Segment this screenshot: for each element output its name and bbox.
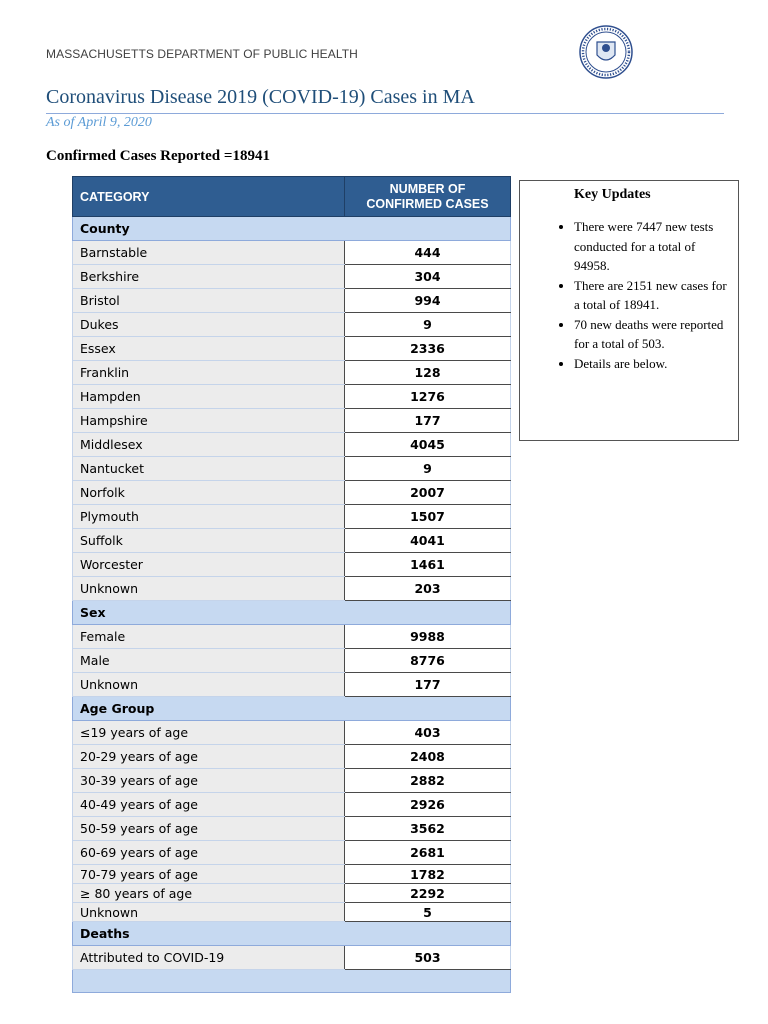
table-footer-cell [73,970,511,993]
count-cell: 9 [345,457,511,481]
table-row [73,865,511,884]
table-row [73,769,511,793]
dph-seal-icon [579,25,633,79]
count-cell: 403 [345,721,511,745]
category-cell: Berkshire [73,265,345,289]
count-cell: 2681 [345,841,511,865]
category-cell: Attributed to COVID-19 [73,946,345,970]
table-header-row [73,177,511,217]
table-row [73,505,511,529]
count-cell: 2292 [345,884,511,903]
section-row-age [73,697,511,721]
key-updates-box [519,180,739,441]
table-row [73,745,511,769]
table-row [73,313,511,337]
department-name: MASSACHUSETTS DEPARTMENT OF PUBLIC HEALTH [46,47,358,61]
key-updates-title: Key Updates [574,187,651,202]
category-cell: 50-59 years of age [73,817,345,841]
count-cell: 9988 [345,625,511,649]
table-row [73,457,511,481]
section-row-sex [73,601,511,625]
category-cell: Female [73,625,345,649]
category-cell: Plymouth [73,505,345,529]
column-header-count [345,177,511,217]
category-cell: Unknown [73,577,345,601]
count-cell: 3562 [345,817,511,841]
table-row [73,817,511,841]
count-cell: 304 [345,265,511,289]
section-label: Sex [73,601,511,625]
key-updates-list [530,217,728,373]
count-cell: 2007 [345,481,511,505]
table-row [73,884,511,903]
category-cell: 60-69 years of age [73,841,345,865]
table-row [73,481,511,505]
count-cell: 9 [345,313,511,337]
table-row [73,841,511,865]
category-cell: Nantucket [73,457,345,481]
key-update-item: • There are 2151 new cases for a total of 18941. [574,276,728,315]
key-update-item: • There were 7447 new tests conducted for a total of 94958. [574,217,728,276]
count-cell: 503 [345,946,511,970]
count-cell: 8776 [345,649,511,673]
key-update-item: • Details are below. [574,354,728,374]
category-cell: ≤19 years of age [73,721,345,745]
count-cell: 4041 [345,529,511,553]
category-cell: Dukes [73,313,345,337]
count-cell: 4045 [345,433,511,457]
table-row [73,903,511,922]
table-row [73,337,511,361]
count-cell: 203 [345,577,511,601]
count-cell: 444 [345,241,511,265]
table-footer-row [73,970,511,993]
count-cell: 177 [345,409,511,433]
category-cell: Bristol [73,289,345,313]
section-row-deaths [73,922,511,946]
section-row-county [73,217,511,241]
category-cell: ≥ 80 years of age [73,884,345,903]
count-cell: 1507 [345,505,511,529]
table-row [73,649,511,673]
count-cell: 5 [345,903,511,922]
category-cell: Hampden [73,385,345,409]
table-row [73,265,511,289]
category-cell: Unknown [73,673,345,697]
table-row [73,673,511,697]
category-cell: Male [73,649,345,673]
table-row [73,241,511,265]
category-cell: 40-49 years of age [73,793,345,817]
table-row [73,409,511,433]
column-header-count-line1: NUMBER OF [389,181,466,196]
table-row [73,433,511,457]
key-update-item: • 70 new deaths were reported for a total of 503. [574,315,728,354]
table-row [73,721,511,745]
count-cell: 1276 [345,385,511,409]
confirmed-cases-total: Confirmed Cases Reported =18941 [46,148,270,164]
column-header-category: CATEGORY [73,177,345,217]
section-label: Deaths [73,922,511,946]
table-row [73,946,511,970]
category-cell: Worcester [73,553,345,577]
category-cell: Middlesex [73,433,345,457]
table-row [73,793,511,817]
category-cell: 70-79 years of age [73,865,345,884]
category-cell: Hampshire [73,409,345,433]
count-cell: 2336 [345,337,511,361]
count-cell: 1782 [345,865,511,884]
title-rule [46,113,724,114]
category-cell: 20-29 years of age [73,745,345,769]
category-cell: Norfolk [73,481,345,505]
count-cell: 2926 [345,793,511,817]
table-row [73,577,511,601]
column-header-count-line2: CONFIRMED CASES [366,196,489,211]
category-cell: Franklin [73,361,345,385]
table-row [73,625,511,649]
category-cell: Barnstable [73,241,345,265]
category-cell: 30-39 years of age [73,769,345,793]
category-cell: Unknown [73,903,345,922]
table-row [73,385,511,409]
count-cell: 128 [345,361,511,385]
count-cell: 994 [345,289,511,313]
category-cell: Essex [73,337,345,361]
as-of-date: As of April 9, 2020 [46,115,152,130]
table-row [73,361,511,385]
section-label: County [73,217,511,241]
count-cell: 1461 [345,553,511,577]
cases-table [72,176,511,993]
count-cell: 2882 [345,769,511,793]
category-cell: Suffolk [73,529,345,553]
page-title: Coronavirus Disease 2019 (COVID-19) Cases in MA [46,86,475,108]
table-row [73,553,511,577]
count-cell: 2408 [345,745,511,769]
count-cell: 177 [345,673,511,697]
table-row [73,529,511,553]
table-row [73,289,511,313]
section-label: Age Group [73,697,511,721]
table-body [73,217,511,993]
